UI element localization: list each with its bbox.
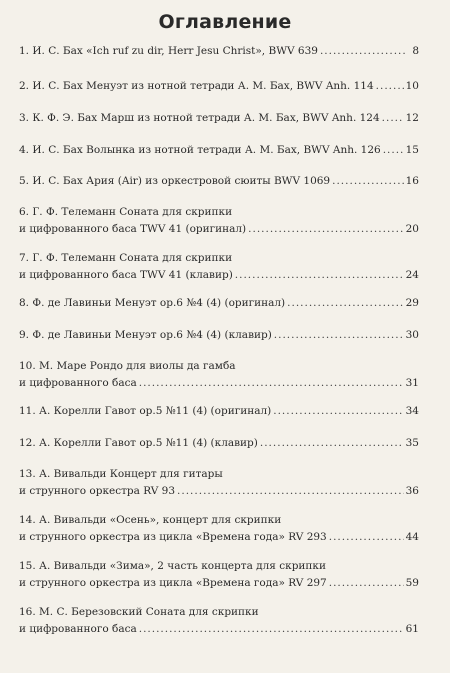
toc-entry-text: и цифрованного баса [19,623,137,635]
toc-page-number: 8 [412,45,419,57]
toc-entry[interactable] [19,206,419,240]
toc-entry[interactable] [19,45,419,62]
toc-entry-line [19,112,419,129]
toc-page-number: 16 [405,175,419,187]
toc-entry[interactable] [19,468,419,502]
toc-entry-line [19,269,419,286]
dot-leader [332,175,404,187]
dot-leader [273,405,403,417]
toc-entry-text: и цифрованного баса TWV 41 (оригинал) [19,223,247,235]
toc-page-number: 59 [405,577,419,589]
toc-entry-line [19,531,419,548]
toc-entry-line [19,45,419,62]
toc-entry-text: 15. А. Вивальди «Зима», 2 часть концерта для скрипки [19,560,326,572]
dot-leader [329,577,404,589]
dot-leader [139,623,404,635]
toc-entry-line [19,405,419,422]
dot-leader [235,269,404,281]
toc-page-number: 10 [405,80,419,92]
toc-entry[interactable] [19,175,419,192]
toc-entry[interactable] [19,437,419,454]
toc-page-number: 61 [405,623,419,635]
toc-entry[interactable] [19,144,419,161]
toc-entry-text: 4. И. С. Бах Волынка из нотной тетради А. М. Бах, BWV Anh. 126 [19,144,381,156]
dot-leader [320,45,405,57]
toc-entry[interactable] [19,514,419,548]
toc-entry[interactable] [19,80,419,97]
toc-entry-text: 12. А. Корелли Гавот ор.5 №11 (4) (клавир) [19,437,258,449]
toc-entry[interactable] [19,297,419,314]
toc-entry-text: 3. К. Ф. Э. Бах Марш из нотной тетради А. М. Бах, BWV Anh. 124 [19,112,380,124]
dot-leader [376,80,404,92]
toc-entry[interactable] [19,252,419,286]
toc-page-number: 36 [405,485,419,497]
toc-entry-line [19,623,419,640]
toc-entry-text: 1. И. С. Бах «Ich ruf zu dir, Herr Jesu Christ», BWV 639 [19,45,318,57]
toc-entry-text: 16. М. С. Березовский Соната для скрипки [19,606,259,618]
toc-entry-text: 7. Г. Ф. Телеманн Соната для скрипки [19,252,233,264]
toc-entry-line [19,468,419,485]
toc-page-number: 34 [405,405,419,417]
dot-leader [274,329,404,341]
toc-page-number: 29 [405,297,419,309]
dot-leader [248,223,403,235]
dot-leader [383,144,404,156]
toc-entry-text: 9. Ф. де Лавиньи Менуэт ор.6 №4 (4) (клавир) [19,329,272,341]
toc-entry-text: и струнного оркестра из цикла «Времена года» RV 293 [19,531,327,543]
toc-entry-line [19,80,419,97]
toc-entry-line [19,144,419,161]
toc-entry-text: и струнного оркестра из цикла «Времена года» RV 297 [19,577,327,589]
dot-leader [139,377,404,389]
toc-entry[interactable] [19,606,419,640]
toc-entry-line [19,360,419,377]
toc-entry-line [19,377,419,394]
page-title: Оглавление [158,11,292,33]
toc-entry-line [19,297,419,314]
toc-entry[interactable] [19,560,419,594]
toc-entry-text: 2. И. С. Бах Менуэт из нотной тетради А. М. Бах, BWV Anh. 114 [19,80,374,92]
toc-entry-text: и цифрованного баса [19,377,137,389]
toc-page-number: 44 [405,531,419,543]
toc-page-number: 30 [405,329,419,341]
dot-leader [260,437,404,449]
toc-entry[interactable] [19,360,419,394]
toc-entry-text: и струнного оркестра RV 93 [19,485,176,497]
toc-entry-line [19,206,419,223]
toc-entry-text: 14. А. Вивальди «Осень», концерт для скрипки [19,514,282,526]
toc-entry-text: 10. М. Маре Рондо для виолы да гамба [19,360,236,372]
toc-entry-line [19,252,419,269]
toc-entry-text: 11. А. Корелли Гавот ор.5 №11 (4) (оригинал) [19,405,272,417]
toc-entry-line [19,437,419,454]
toc-entry[interactable] [19,329,419,346]
toc-entry[interactable] [19,112,419,129]
toc-page-number: 20 [405,223,419,235]
toc-page-number: 15 [405,144,419,156]
toc-entry-line [19,577,419,594]
dot-leader [287,297,403,309]
toc-entry-line [19,223,419,240]
toc-entry-text: 5. И. С. Бах Ария (Air) из оркестровой сюиты BWV 1069 [19,175,331,187]
dot-leader [177,485,404,497]
toc-entry-text: 6. Г. Ф. Телеманн Соната для скрипки [19,206,233,218]
toc-entry-text: 13. А. Вивальди Концерт для гитары [19,468,223,480]
toc-page-number: 24 [405,269,419,281]
toc-entry-line [19,560,419,577]
toc-page-number: 31 [405,377,419,389]
toc-entry-text: и цифрованного баса TWV 41 (клавир) [19,269,233,281]
toc-entry-line [19,514,419,531]
toc-entry[interactable] [19,405,419,422]
toc-entry-line [19,606,419,623]
dot-leader [329,531,404,543]
toc-entry-line [19,329,419,346]
toc-page-number: 35 [405,437,419,449]
dot-leader [382,112,404,124]
toc-page-number: 12 [405,112,419,124]
toc-entry-text: 8. Ф. де Лавиньи Менуэт ор.6 №4 (4) (оригинал) [19,297,286,309]
toc-entry-line [19,175,419,192]
toc-entry-line [19,485,419,502]
